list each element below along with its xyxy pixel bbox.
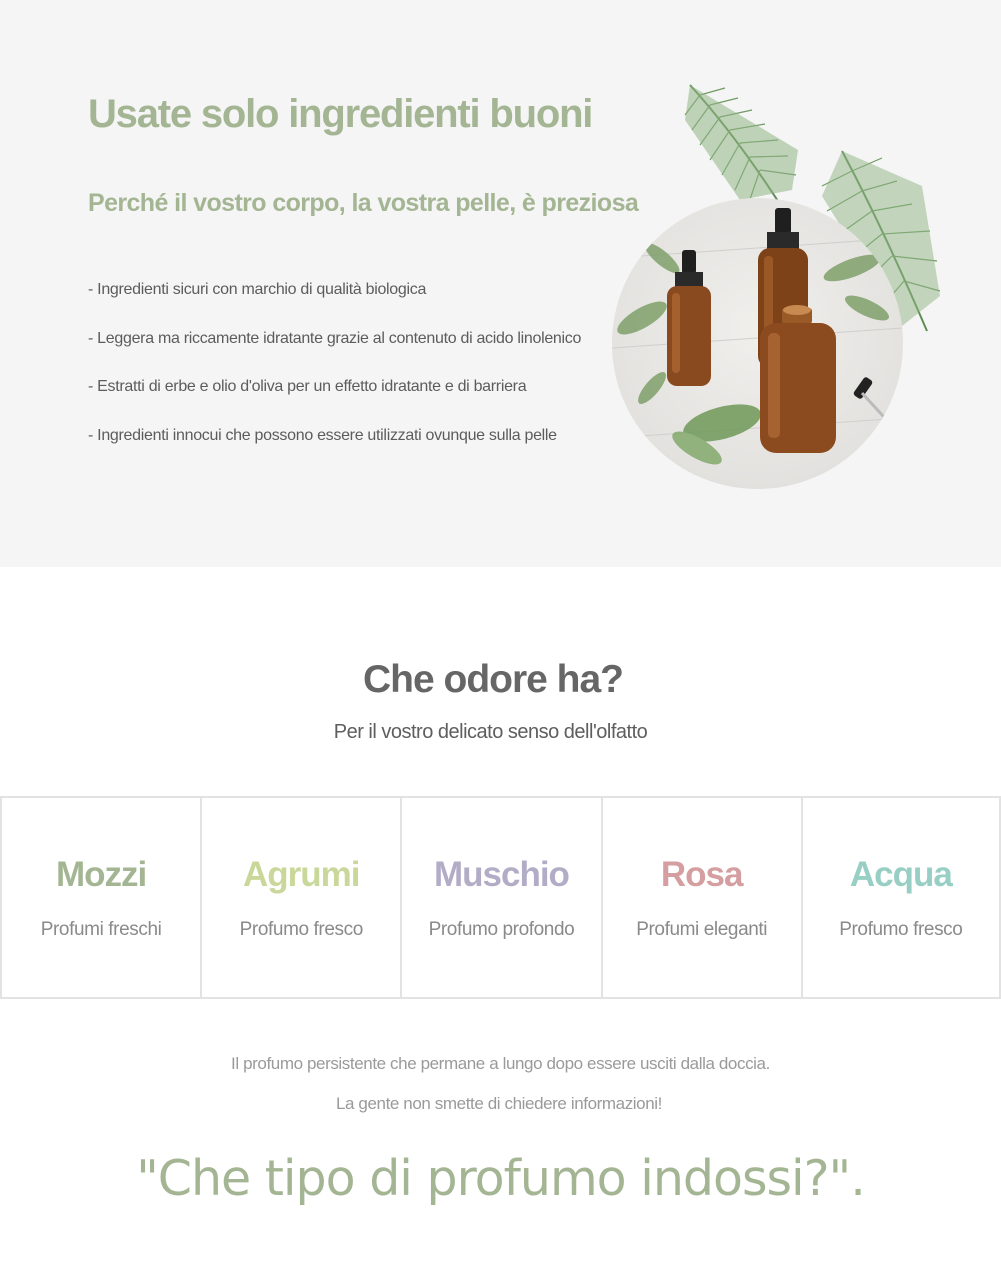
tagline-line-2: La gente non smette di chiedere informazioni! bbox=[336, 1094, 662, 1113]
scent-description: Profumo fresco bbox=[839, 919, 963, 940]
ingredient-item: - Estratti di erbe e olio d'oliva per un effetto idratante e di barriera bbox=[88, 378, 527, 395]
ingredients-list bbox=[88, 278, 581, 472]
scent-name: Mozzi bbox=[55, 855, 147, 894]
scent-card-agrumi bbox=[200, 798, 400, 997]
ingredient-item: - Leggera ma riccamente idratante grazie al contenuto di acido linolenico bbox=[88, 329, 582, 347]
essential-oil-bottles-image bbox=[612, 198, 903, 489]
ingredients-section bbox=[0, 0, 1001, 567]
scent-description: Profumo fresco bbox=[239, 919, 363, 940]
scent-name: Agrumi bbox=[243, 855, 360, 894]
scent-card-acqua bbox=[801, 798, 1001, 997]
tagline-line-1: Il profumo persistente che permane a lungo dopo essere usciti dalla doccia. bbox=[231, 1054, 770, 1073]
ingredient-item: - Ingredienti innocui che possono essere utilizzati ovunque sulla pelle bbox=[88, 426, 557, 444]
tagline-quote: "Che tipo di profumo indossi?". bbox=[136, 1150, 865, 1207]
scent-description: Profumi eleganti bbox=[636, 919, 768, 940]
scent-grid bbox=[0, 796, 1001, 999]
ingredients-subtitle: Perché il vostro corpo, la vostra pelle, è preziosa bbox=[88, 189, 639, 217]
scent-title: Che odore ha? bbox=[362, 658, 624, 701]
scent-name: Muschio bbox=[433, 855, 569, 894]
scent-description: Profumo profondo bbox=[428, 919, 575, 940]
scent-card-mozzi bbox=[0, 798, 200, 997]
scent-subtitle: Per il vostro delicato senso dell'olfatto bbox=[333, 721, 648, 743]
scent-card-rosa bbox=[601, 798, 801, 997]
scent-description: Profumi freschi bbox=[40, 919, 162, 940]
scent-card-muschio bbox=[400, 798, 600, 997]
ingredients-title: Usate solo ingredienti buoni bbox=[88, 92, 593, 136]
scent-name: Rosa bbox=[660, 855, 743, 894]
scent-name: Acqua bbox=[849, 855, 952, 894]
ingredient-item: - Ingredienti sicuri con marchio di qualità biologica bbox=[88, 281, 427, 298]
